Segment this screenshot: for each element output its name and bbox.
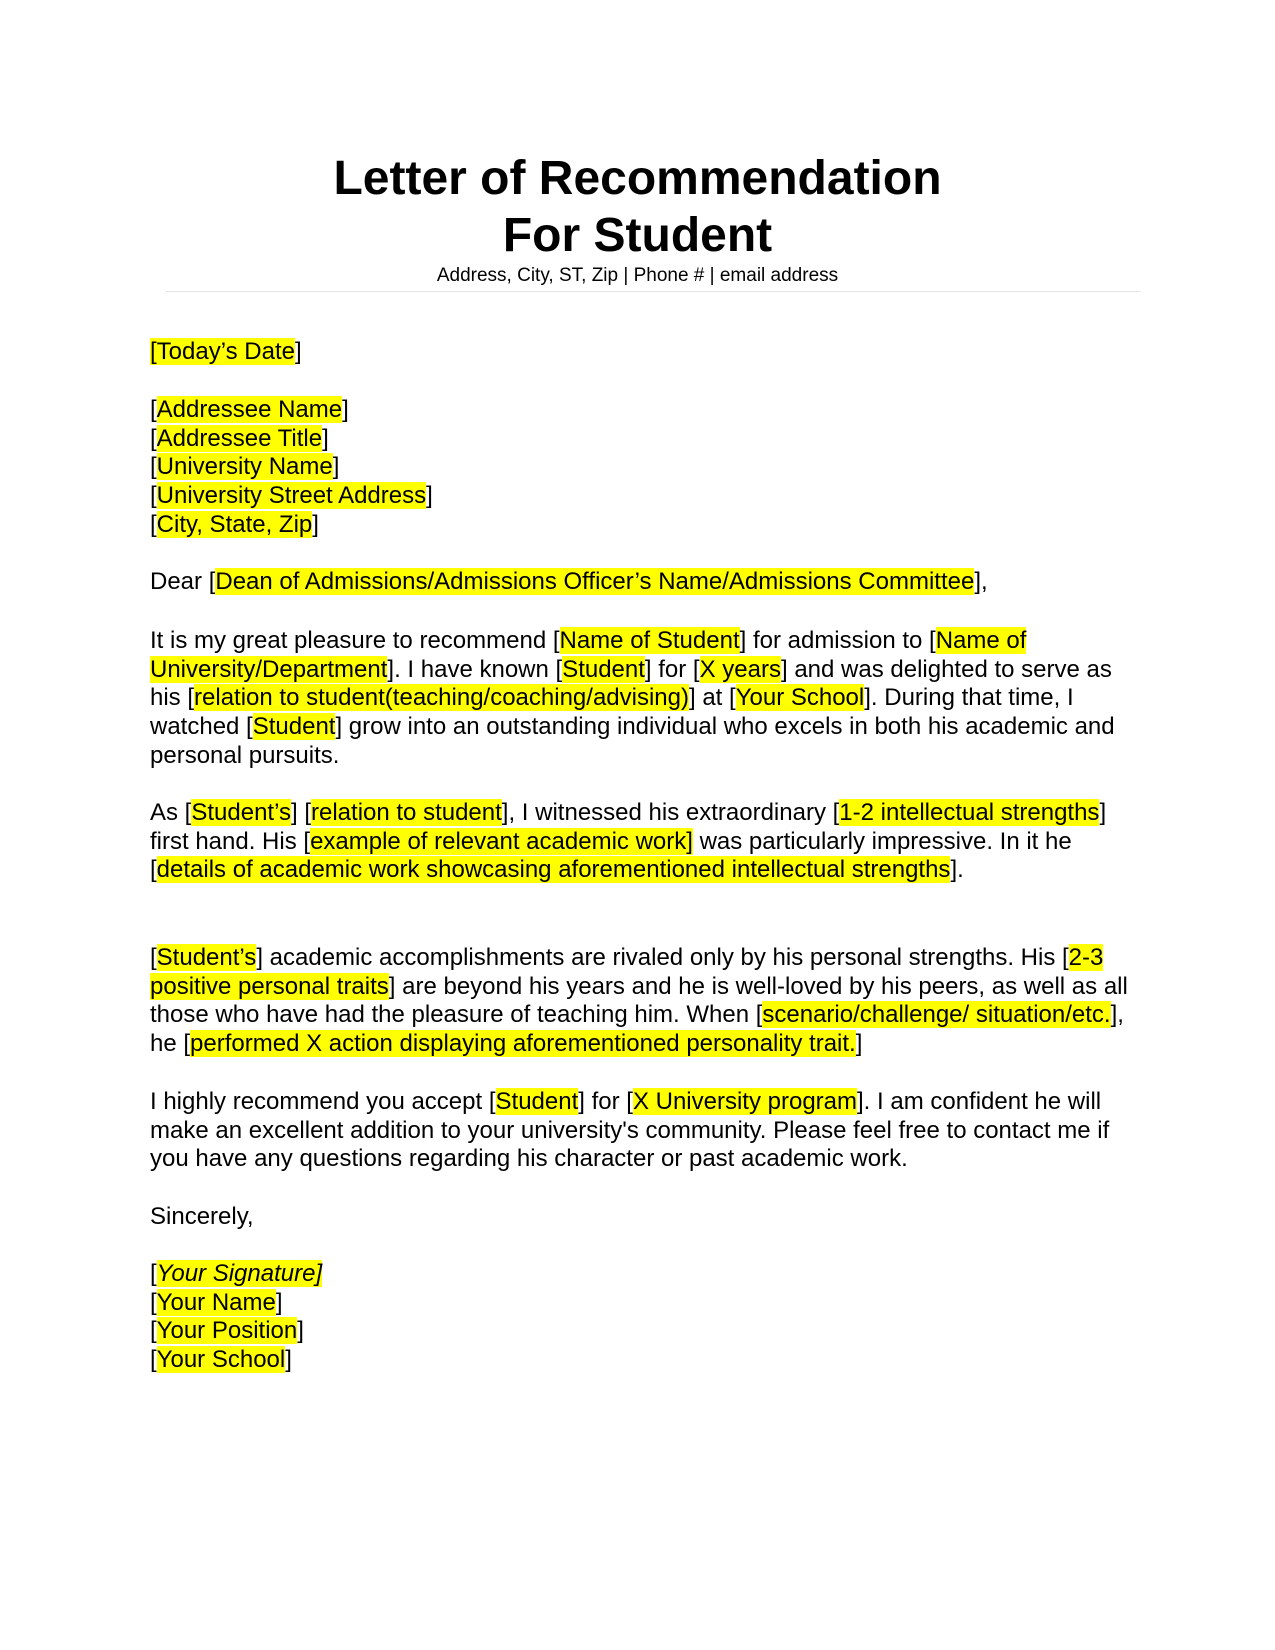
placeholder-intellectual-strengths: 1-2 intellectual strengths: [839, 799, 1100, 826]
addressee-name-line: [Addressee Name]: [150, 396, 349, 423]
your-position-line: [Your Position]: [150, 1317, 304, 1345]
placeholder-action: performed X action displaying aforementioned personality trait.: [190, 1030, 856, 1058]
placeholder-personal-traits: 2-3 positive personal traits: [150, 944, 1104, 1000]
placeholder-student-2: Student: [252, 713, 336, 741]
university-street: University Street Address: [156, 482, 427, 510]
university-street-line: [University Street Address]: [150, 482, 433, 510]
placeholder-relation: relation to student(teaching/coaching/advising): [194, 684, 689, 712]
page-title-line2: For Student: [502, 209, 773, 262]
city-state-zip: City, State, Zip: [156, 510, 313, 538]
signature-block: [150, 1260, 1140, 1375]
page-title-line1: Letter of Recommendation: [333, 152, 942, 205]
salutation-block: [150, 568, 1140, 597]
addressee-name: Addressee Name: [156, 396, 343, 423]
paragraph-personal: [Student’s] academic accomplishments are rivaled only by his personal strengths. His [2-3 positive personal traits] are beyond his years and he is well-loved by his peers, as well as all those who have had the pleasure of teaching him. When [scenario/challenge/ situation/etc.], he [performed X action displaying aforementioned personality trait.]: [150, 944, 1128, 1058]
signature-placeholder: Your Signature]: [156, 1260, 323, 1287]
addressee-title-line: [Addressee Title]: [150, 424, 329, 452]
placeholder-your-school: Your School: [735, 684, 865, 712]
closing: Sincerely,: [150, 1203, 254, 1230]
placeholder-relation-to-student: relation to student: [311, 799, 502, 826]
addressee-block: [150, 396, 1140, 540]
placeholder-academic-work-example: example of relevant academic work]: [310, 827, 693, 855]
signature-line: [Your Signature]: [150, 1260, 323, 1287]
university-name-line: [University Name]: [150, 453, 340, 481]
paragraph-academic: As [Student’s] [relation to student], I witnessed his extraordinary [1-2 intellectual strengths] first hand. His [example of relevant academic work] was particularly impressive. In it he [details of academic work showcasing aforementioned intellectual strengths].: [150, 799, 1107, 884]
placeholder-university-program: X University program: [632, 1088, 857, 1115]
placeholder-academic-work-details: details of academic work showcasing aforementioned intellectual strengths: [156, 856, 951, 884]
date-line: [Today’s Date]: [150, 338, 302, 365]
salutation-recipient: Dean of Admissions/Admissions Officer’s Name/Admissions Committee: [215, 568, 975, 595]
header-divider: [166, 291, 1141, 292]
placeholder-x-years: X years: [699, 655, 781, 683]
your-school-line: [Your School]: [150, 1346, 292, 1374]
placeholder-students: Student’s: [191, 799, 291, 826]
addressee-title: Addressee Title: [156, 424, 323, 452]
contact-line: Address, City, ST, Zip | Phone # | email address: [436, 265, 839, 286]
your-position: Your Position: [156, 1317, 298, 1345]
placeholder-scenario: scenario/challenge/ situation/etc.: [762, 1001, 1111, 1029]
paragraph-recommendation: I highly recommend you accept [Student] for [X University program]. I am confident he will make an excellent addition to your university's community. Please feel free to contact me if you have any questions regarding his character or past academic work.: [150, 1088, 1110, 1173]
salutation: Dear [Dean of Admissions/Admissions Officer’s Name/Admissions Committee],: [150, 568, 988, 595]
placeholder-name-of-student: Name of Student: [559, 627, 740, 654]
placeholder-student: Student: [562, 655, 645, 683]
placeholder-student-3: Student: [495, 1088, 579, 1115]
paragraph-intro: It is my great pleasure to recommend [Name of Student] for admission to [Name of University/Department]. I have known [Student] for [X years] and was delighted to serve as his [relation to student(teaching/coaching/advising)] at [Your School]. During that time, I watched [Student] grow into an outstanding individual who excels in both his academic and personal pursuits.: [150, 627, 1115, 769]
university-name: University Name: [156, 453, 333, 481]
city-state-zip-line: [City, State, Zip]: [150, 510, 319, 538]
placeholder-students-2: Student’s: [156, 944, 257, 971]
placeholder-university-department: Name of University/Department: [150, 627, 1027, 683]
your-name-line: [Your Name]: [150, 1288, 283, 1316]
your-school: Your School: [156, 1346, 286, 1374]
your-name: Your Name: [156, 1288, 276, 1316]
date-block: [150, 338, 1140, 367]
date-placeholder: [Today’s Date: [150, 338, 295, 365]
closing-block: [150, 1203, 1140, 1232]
